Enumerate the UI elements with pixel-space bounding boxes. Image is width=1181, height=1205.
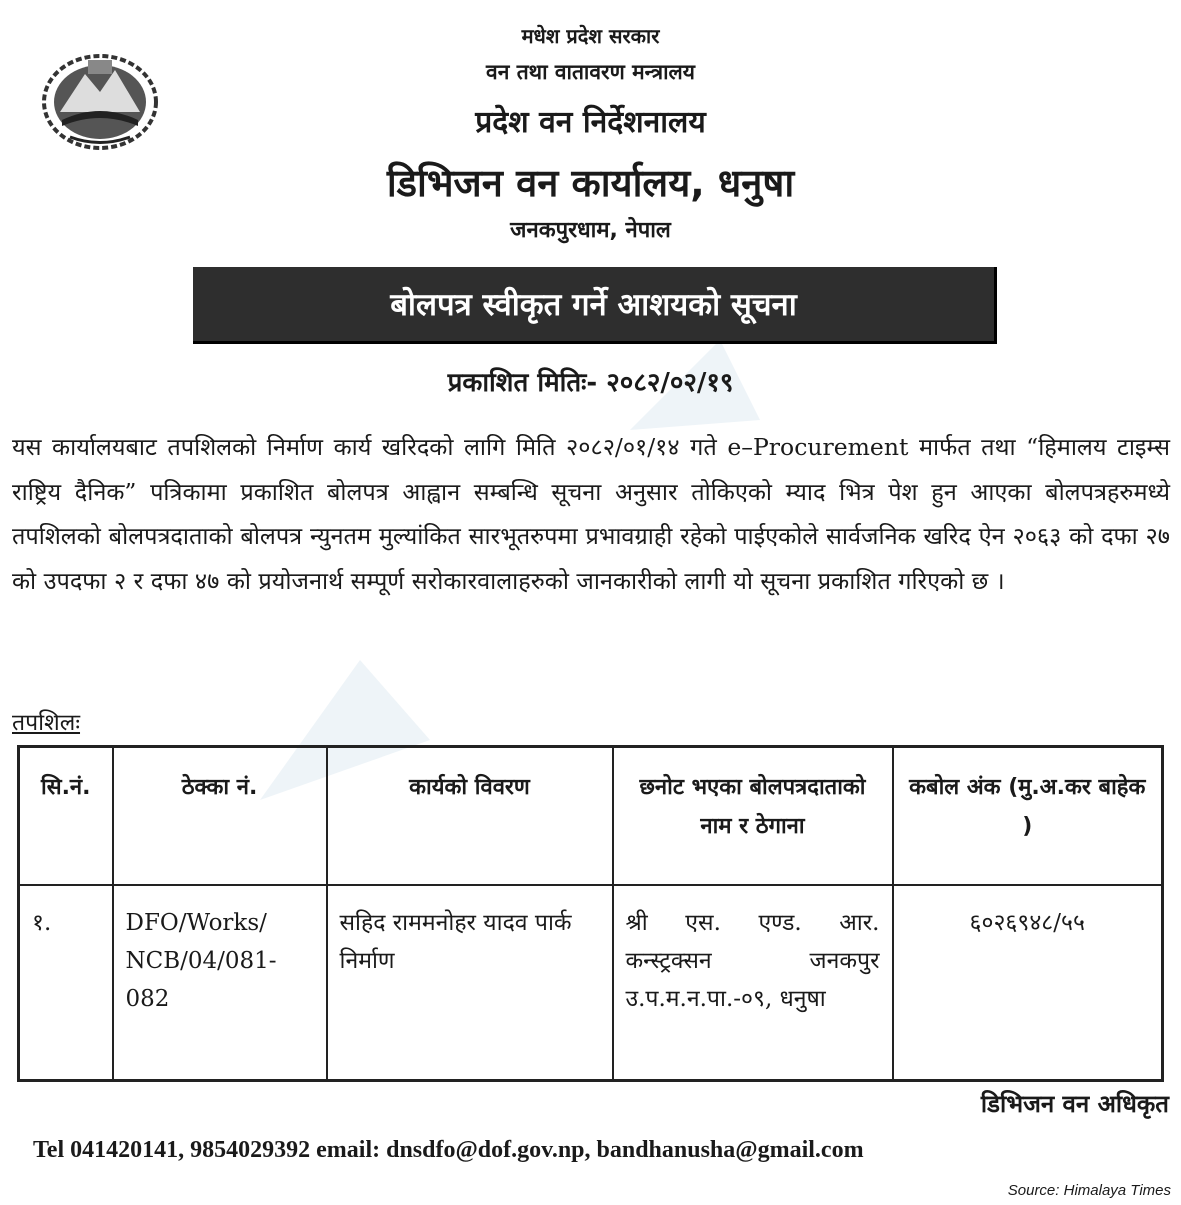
notice-body: यस कार्यालयबाट तपशिलको निर्माण कार्य खरिदको लागि मिति २०८२/०१/१४ गते e–Procurement मार्फत तथा “हिमालय टाइम्स राष्ट्रिय दैनिक” पत्रिकामा प्रकाशित बोलपत्र आह्वान सम्बन्धि सूचना अनुसार तोकिएको म्याद भित्र पेश हुन आएका बोलपत्रहरुमध्ये तपशिलको बोलपत्रदाताको बोलपत्र न्युनतम मुल्यांकित सारभूतरुपमा प्रभावग्राही रहेको पाईएकोले सार्वजनिक खरिद ऐन २०६३ को दफा २७ को उपदफा २ र दफा ४७ को प्रयोजनार्थ सम्पूर्ण सरोकारवालाहरुको जानकारीको लागी यो सूचना प्रकाशित गरिएको छ । bbox=[12, 433, 1170, 595]
table-row bbox=[19, 885, 1163, 1081]
cell-serial: १. bbox=[19, 885, 113, 1081]
directorate-name: प्रदेश वन निर्देशनालय bbox=[475, 105, 706, 140]
header-bidder: छनोट भएका बोलपत्रदाताको नाम र ठेगाना bbox=[613, 747, 893, 885]
government-name: मधेश प्रदेश सरकार bbox=[521, 24, 660, 48]
signature: डिभिजन वन अधिकृत bbox=[980, 1090, 1169, 1118]
header-serial: सि.नं. bbox=[19, 747, 113, 885]
header-bid-amount: कबोल अंक (मु.अ.कर बाहेक ) bbox=[893, 747, 1163, 885]
source-credit: Source: Himalaya Times bbox=[1007, 1182, 1171, 1199]
cell-work-description: सहिद राममनोहर यादव पार्क निर्माण bbox=[327, 885, 613, 1081]
header-contract-no: ठेक्का नं. bbox=[113, 747, 327, 885]
cell-bidder: श्री एस. एण्ड. आर. कन्स्ट्रक्सन जनकपुर उ.प.म.न.पा.-०९, धनुषा bbox=[613, 885, 893, 1081]
details-table bbox=[17, 745, 1164, 1082]
contact-info: Tel 041420141, 9854029392 email: dnsdfo@dof.gov.np, bandhanusha@gmail.com bbox=[33, 1137, 864, 1163]
notice-title: बोलपत्र स्वीकृत गर्ने आशयको सूचना bbox=[390, 287, 797, 323]
table-header-row bbox=[19, 747, 1163, 885]
office-location: जनकपुरधाम, नेपाल bbox=[510, 218, 671, 243]
cell-contract-no: DFO/Works/ NCB/04/081- 082 bbox=[113, 885, 327, 1081]
ministry-name: वन तथा वातावरण मन्त्रालय bbox=[486, 60, 695, 84]
cell-bid-amount: ६०२६९४८/५५ bbox=[893, 885, 1163, 1081]
notice-title-banner bbox=[193, 267, 997, 344]
office-name: डिभिजन वन कार्यालय, धनुषा bbox=[386, 161, 795, 205]
details-label: तपशिलः bbox=[12, 710, 81, 736]
published-date: प्रकाशित मितिः- २०८२/०२/१९ bbox=[447, 368, 734, 398]
header-work-description: कार्यको विवरण bbox=[327, 747, 613, 885]
